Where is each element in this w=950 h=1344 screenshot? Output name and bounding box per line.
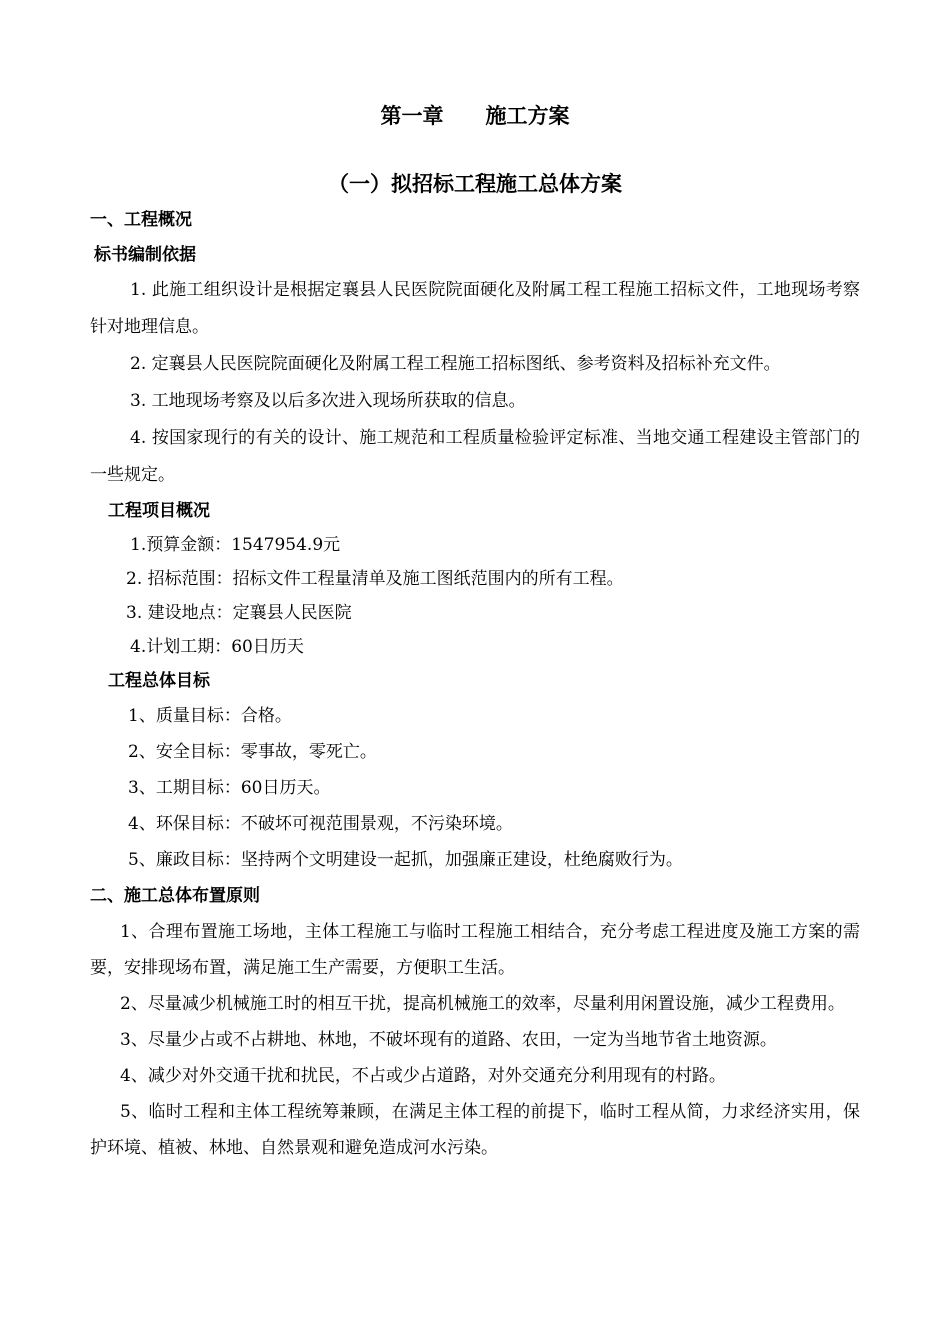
basis-item-4: 4. 按国家现行的有关的设计、施工规范和工程质量检验评定标准、当地交通工程建设主管部门的一些规定。 <box>90 428 860 485</box>
principle-item-3: 3、尽量少占或不占耕地、林地，不破坏现有的道路、农田，一定为当地节省土地资源。 <box>120 1030 777 1050</box>
part2-heading: 二、施工总体布置原则 <box>90 886 260 906</box>
section-title: （一）拟招标工程施工总体方案 <box>328 172 622 196</box>
basis-item-2: 2. 定襄县人民医院院面硬化及附属工程工程施工招标图纸、参考资料及招标补充文件。 <box>130 354 781 374</box>
principle-item-2: 2、尽量减少机械施工时的相互干扰，提高机械施工的效率，尽量利用闲置设施，减少工程费用。 <box>120 994 845 1014</box>
goal-item-1: 1、质量目标：合格。 <box>128 706 292 726</box>
goals-heading: 工程总体目标 <box>108 671 210 691</box>
basis-heading: 标书编制依据 <box>94 245 196 265</box>
overview-item-4: 4.计划工期：60日历天 <box>130 637 304 657</box>
principle-item-4: 4、减少对外交通干扰和扰民，不占或少占道路，对外交通充分利用现有的村路。 <box>120 1066 726 1086</box>
part1-heading: 一、工程概况 <box>90 210 192 230</box>
overview-item-3: 3. 建设地点：定襄县人民医院 <box>126 603 352 623</box>
overview-item-1: 1.预算金额：1547954.9元 <box>130 535 341 555</box>
goal-item-4: 4、环保目标：不破坏可视范围景观，不污染环境。 <box>128 814 513 834</box>
overview-heading: 工程项目概况 <box>108 501 210 521</box>
basis-item-1: 1. 此施工组织设计是根据定襄县人民医院院面硬化及附属工程工程施工招标文件，工地现场考察针对地理信息。 <box>90 280 860 337</box>
chapter-title: 第一章 施工方案 <box>380 104 570 128</box>
overview-item-2: 2. 招标范围：招标文件工程量清单及施工图纸范围内的所有工程。 <box>126 569 624 589</box>
goal-item-3: 3、工期目标：60日历天。 <box>128 778 331 798</box>
goal-item-5: 5、廉政目标：坚持两个文明建设一起抓，加强廉正建设，杜绝腐败行为。 <box>128 850 683 870</box>
principle-item-5: 5、临时工程和主体工程统筹兼顾，在满足主体工程的前提下，临时工程从简，力求经济实用，保护环境、植被、林地、自然景观和避免造成河水污染。 <box>90 1102 860 1158</box>
basis-item-3: 3. 工地现场考察及以后多次进入现场所获取的信息。 <box>130 391 526 411</box>
principle-item-1: 1、合理布置施工场地，主体工程施工与临时工程施工相结合，充分考虑工程进度及施工方案的需要，安排现场布置，满足施工生产需要，方便职工生活。 <box>90 922 860 978</box>
goal-item-2: 2、安全目标：零事故，零死亡。 <box>128 742 377 762</box>
